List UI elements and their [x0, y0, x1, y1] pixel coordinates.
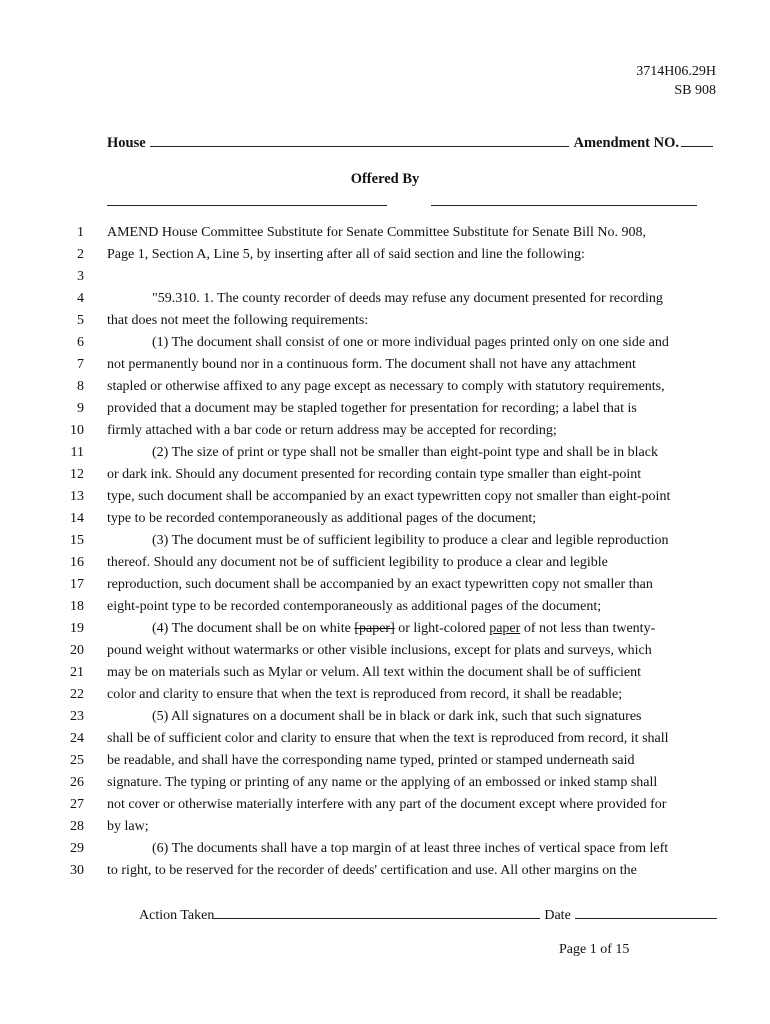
- text-segment: (3) The document must be of sufficient legibility to produce a clear and legible reproduction: [152, 533, 669, 548]
- text-line: [0, 794, 770, 816]
- line-text: [107, 794, 717, 816]
- line-number: 17: [70, 577, 84, 592]
- text-segment: shall be of sufficient color and clarity to ensure that when the text is reproduced from record, it shall: [107, 731, 669, 746]
- text-line: [0, 684, 770, 706]
- text-segment: or light-colored: [394, 621, 490, 636]
- text-segment: provided that a document may be stapled together for presentation for recording; a label that is: [107, 401, 637, 416]
- amendment-number-label: Amendment NO.: [573, 135, 679, 151]
- text-segment: firmly attached with a bar code or return address may be accepted for recording;: [107, 423, 557, 438]
- text-segment: (5) All signatures on a document shall be in black or dark ink, such that such signatures: [152, 709, 642, 724]
- text-segment: (1) The document shall consist of one or more individual pages printed only on one side and: [152, 335, 669, 350]
- line-number: 10: [70, 423, 84, 438]
- line-number: 3: [77, 269, 84, 284]
- line-text: [107, 816, 717, 838]
- line-number: 9: [77, 401, 84, 416]
- amendment-number-blank: [681, 134, 713, 147]
- text-line: [0, 376, 770, 398]
- line-text: [107, 728, 717, 750]
- line-text: [107, 398, 717, 420]
- line-number: 22: [70, 687, 84, 702]
- line-number: 16: [70, 555, 84, 570]
- line-number: 18: [70, 599, 84, 614]
- text-segment: or dark ink. Should any document presented for recording contain type smaller than eight-point: [107, 467, 642, 482]
- text-segment: type, such document shall be accompanied by an exact typewritten copy not smaller than eight-point: [107, 489, 671, 504]
- text-line: [0, 442, 770, 464]
- line-number: 29: [70, 841, 84, 856]
- document-id: 3714H06.29H: [636, 64, 716, 79]
- text-line: [0, 574, 770, 596]
- line-text: [107, 838, 717, 860]
- amendment-text-body: [0, 222, 770, 882]
- line-text: [107, 464, 717, 486]
- action-taken-line: [139, 906, 717, 924]
- line-number: 26: [70, 775, 84, 790]
- line-text: [107, 574, 717, 596]
- text-line: [0, 596, 770, 618]
- text-line: [0, 706, 770, 728]
- action-taken-label: Action Taken: [139, 908, 215, 923]
- line-number: 4: [77, 291, 84, 306]
- action-taken-blank: [214, 906, 540, 919]
- deleted-text: [paper]: [354, 621, 395, 636]
- line-number: 5: [77, 313, 84, 328]
- text-segment: type to be recorded contemporaneously as additional pages of the document;: [107, 511, 537, 526]
- line-number: 1: [77, 225, 84, 240]
- house-blank-rule: [150, 134, 570, 147]
- date-label: Date: [544, 908, 571, 923]
- text-segment: pound weight without watermarks or other visible inclusions, except for plats and surveys, which: [107, 643, 652, 658]
- text-line: [0, 772, 770, 794]
- line-number: 7: [77, 357, 84, 372]
- line-number: 11: [70, 445, 84, 460]
- text-line: [0, 552, 770, 574]
- text-line: [0, 640, 770, 662]
- date-blank: [575, 906, 717, 919]
- line-text: [107, 552, 717, 574]
- line-number: 24: [70, 731, 84, 746]
- text-line: [0, 486, 770, 508]
- text-line: [0, 332, 770, 354]
- line-text: [107, 420, 717, 442]
- text-segment: stapled or otherwise affixed to any page except as necessary to comply with statutory requirements,: [107, 379, 665, 394]
- text-segment: by law;: [107, 819, 149, 834]
- text-line: [0, 750, 770, 772]
- line-text: [107, 310, 717, 332]
- line-number: 12: [70, 467, 84, 482]
- text-line: [0, 728, 770, 750]
- text-line: [0, 354, 770, 376]
- text-segment: Page 1, Section A, Line 5, by inserting after all of said section and line the following:: [107, 247, 585, 262]
- line-number: 6: [77, 335, 84, 350]
- text-line: [0, 266, 770, 288]
- line-text: [107, 486, 717, 508]
- text-line: [0, 508, 770, 530]
- line-text: [107, 706, 717, 728]
- text-segment: to right, to be reserved for the recorder of deeds' certification and use. All other margins on the: [107, 863, 637, 878]
- text-line: [0, 420, 770, 442]
- text-segment: "59.310. 1. The county recorder of deeds may refuse any document presented for recording: [152, 291, 663, 306]
- text-line: [0, 288, 770, 310]
- line-number: 2: [77, 247, 84, 262]
- text-line: [0, 244, 770, 266]
- line-number: 23: [70, 709, 84, 724]
- line-text: [107, 354, 717, 376]
- text-line: [0, 530, 770, 552]
- bill-number: SB 908: [674, 83, 716, 98]
- line-text: [107, 530, 717, 552]
- text-segment: color and clarity to ensure that when the text is reproduced from record, it shall be readable;: [107, 687, 623, 702]
- line-number: 13: [70, 489, 84, 504]
- line-text: [107, 244, 717, 266]
- text-line: [0, 662, 770, 684]
- line-text: [107, 508, 717, 530]
- line-text: [107, 772, 717, 794]
- page-number: Page 1 of 15: [559, 942, 630, 957]
- house-label: House: [107, 135, 146, 151]
- line-number: 8: [77, 379, 84, 394]
- offered-by-signature-line-right: [431, 205, 697, 206]
- text-line: [0, 310, 770, 332]
- line-text: [107, 618, 717, 640]
- text-segment: (6) The documents shall have a top margin of at least three inches of vertical space from left: [152, 841, 669, 856]
- text-segment: be readable, and shall have the corresponding name typed, printed or stamped underneath said: [107, 753, 635, 768]
- line-number: 19: [70, 621, 84, 636]
- text-line: [0, 464, 770, 486]
- line-number: 20: [70, 643, 84, 658]
- line-number: 30: [70, 863, 84, 878]
- text-segment: signature. The typing or printing of any name or the applying of an embossed or inked stamp shall: [107, 775, 658, 790]
- text-segment: thereof. Should any document not be of sufficient legibility to produce a clear and legible: [107, 555, 608, 570]
- line-text: [107, 684, 717, 706]
- text-segment: of not less than twenty-: [520, 621, 656, 636]
- text-segment: may be on materials such as Mylar or velum. All text within the document shall be of sufficient: [107, 665, 641, 680]
- line-text: [107, 288, 717, 310]
- line-text: [107, 596, 717, 618]
- line-number: 27: [70, 797, 84, 812]
- line-text: [107, 376, 717, 398]
- offered-by-signature-line-left: [107, 205, 387, 206]
- line-text: [107, 222, 717, 244]
- line-number: 21: [70, 665, 84, 680]
- text-line: [0, 618, 770, 640]
- text-segment: (2) The size of print or type shall not be smaller than eight-point type and shall be in black: [152, 445, 658, 460]
- line-text: [107, 640, 717, 662]
- text-line: [0, 838, 770, 860]
- line-text: [107, 662, 717, 684]
- text-segment: AMEND House Committee Substitute for Senate Committee Substitute for Senate Bill No. 908,: [107, 225, 646, 240]
- text-line: [0, 398, 770, 420]
- line-number: 25: [70, 753, 84, 768]
- line-text: [107, 442, 717, 464]
- text-line: [0, 222, 770, 244]
- line-number: 14: [70, 511, 84, 526]
- text-segment: that does not meet the following requirements:: [107, 313, 369, 328]
- line-text: [107, 860, 717, 882]
- text-line: [0, 816, 770, 838]
- offered-by-label: Offered By: [350, 171, 420, 187]
- text-segment: not cover or otherwise materially interfere with any part of the document except where provided for: [107, 797, 667, 812]
- line-text: [107, 332, 717, 354]
- text-segment: eight-point type to be recorded contemporaneously as additional pages of the document;: [107, 599, 602, 614]
- text-segment: not permanently bound nor in a continuous form. The document shall not have any attachment: [107, 357, 636, 372]
- inserted-text: paper: [489, 621, 521, 636]
- line-text: [107, 750, 717, 772]
- text-segment: (4) The document shall be on white: [152, 621, 355, 636]
- line-number: 15: [70, 533, 84, 548]
- line-number: 28: [70, 819, 84, 834]
- text-line: [0, 860, 770, 882]
- text-segment: reproduction, such document shall be accompanied by an exact typewritten copy not smaller than: [107, 577, 653, 592]
- house-amendment-line: [107, 134, 713, 152]
